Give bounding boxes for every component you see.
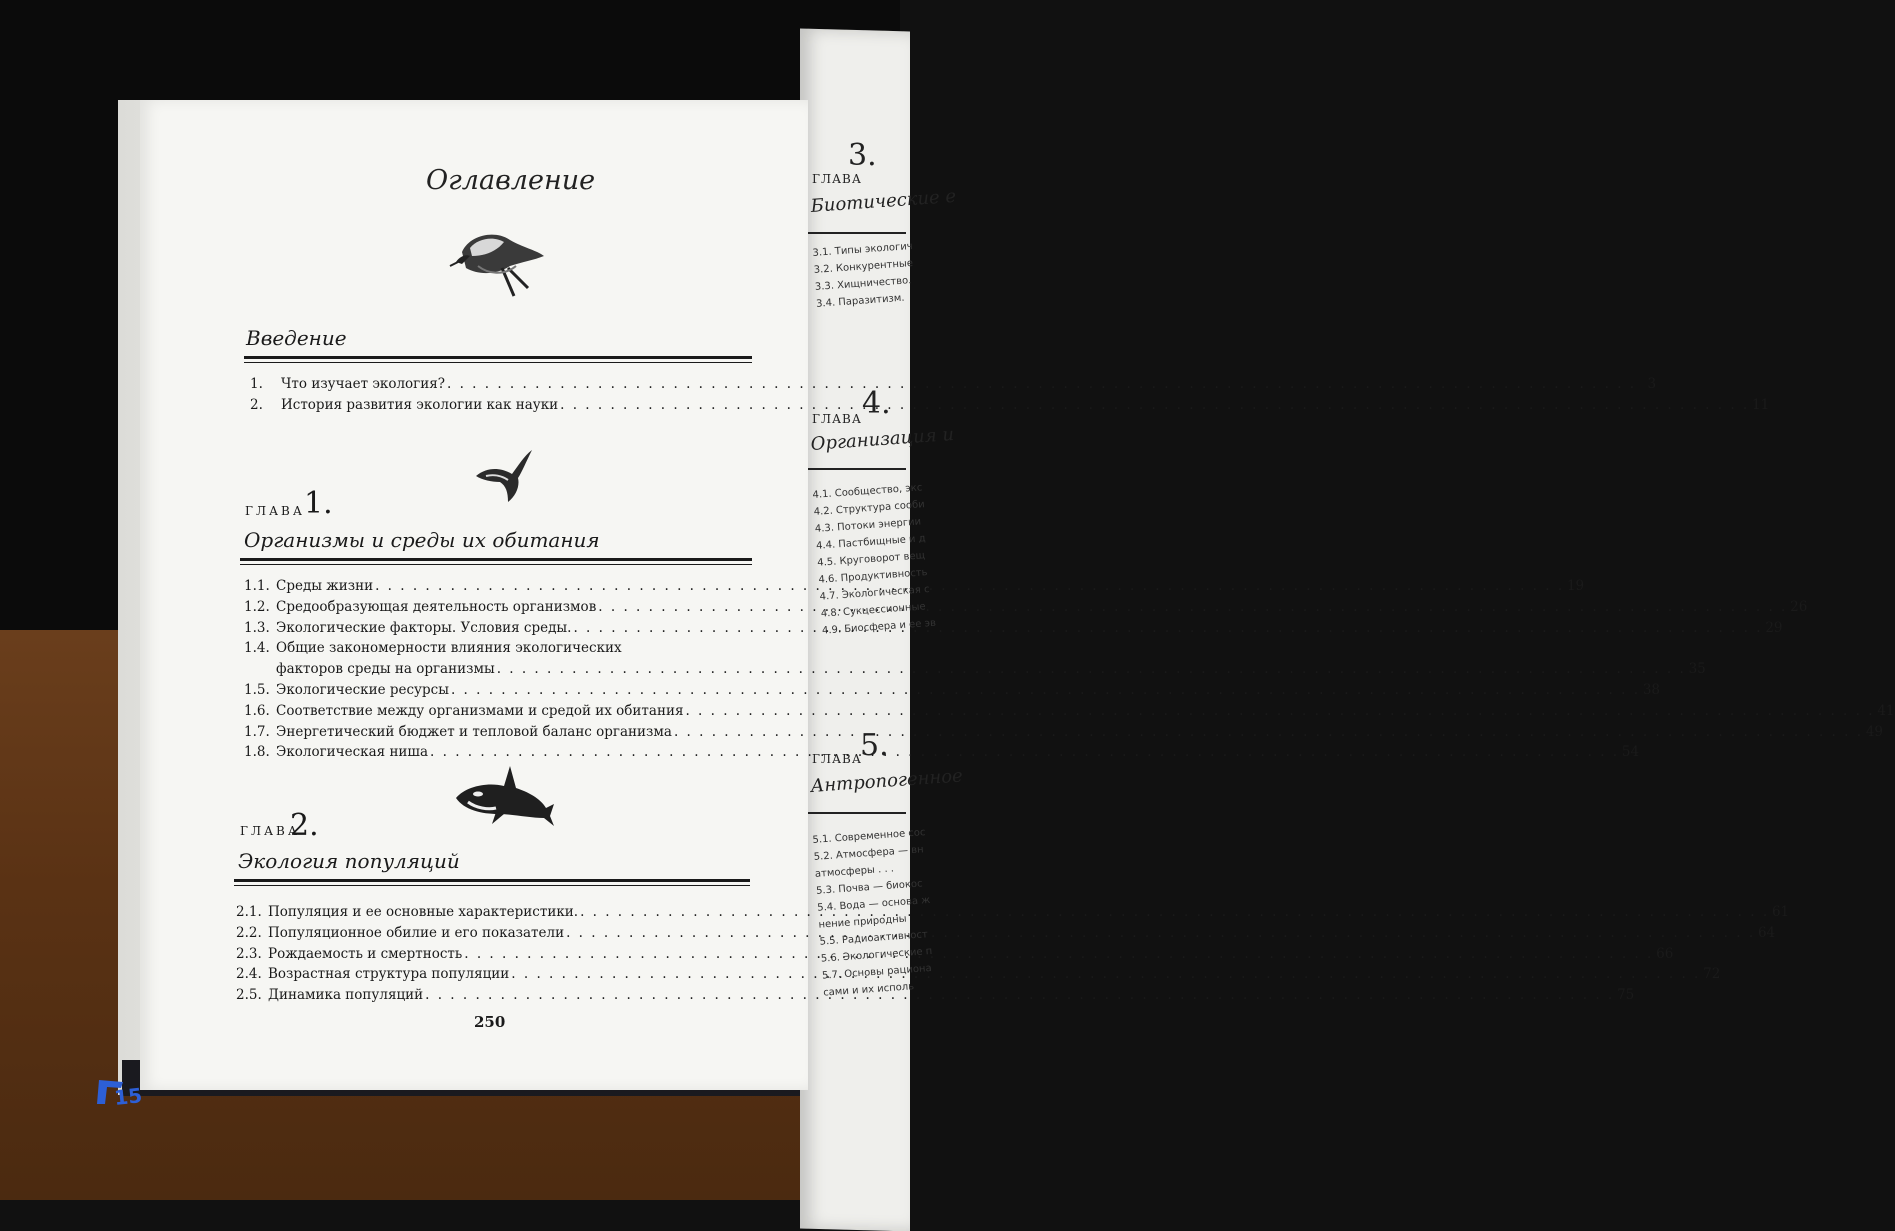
toc-item[interactable]: 2.4. Возрастная структура популяции . . . 72 [236, 966, 750, 987]
right-chapter-4-number: 4. [862, 386, 891, 421]
toc-item[interactable]: факторов среды на организмы . . . 35 [244, 661, 750, 682]
right-chapter-5-number: 5. [860, 728, 889, 763]
page-title: Оглавление [426, 165, 596, 196]
right-chapter-5-title: Антропогенное [810, 765, 964, 797]
swallow-illustration [472, 446, 534, 504]
toc-item[interactable]: 1.6. Соответствие между организмами и средой их обитания . . . 41 [244, 703, 750, 724]
right-rule-5 [806, 812, 906, 814]
toc-item[interactable]: 2. История развития экологии как науки . . . 11 [250, 397, 750, 418]
toc-item[interactable]: 2.5. Динамика популяций . . . 75 [236, 987, 750, 1008]
chapter1-rule [240, 558, 752, 561]
right-rule-4 [806, 468, 906, 470]
toc-item[interactable]: 1.2. Средообразующая деятельность организмов . . . 26 [244, 599, 750, 620]
toc-item[interactable]: 1.7. Энергетический бюджет и тепловой баланс организма . . . 49 [244, 724, 750, 745]
intro-toc [250, 376, 1770, 418]
toc-item[interactable]: 2.2. Популяционное обилие и его показатели . . . 64 [236, 925, 750, 946]
right-rule-3 [806, 232, 906, 234]
orca-illustration [452, 764, 554, 828]
toc-item[interactable]: 2.1. Популяция и ее основные характеристики. . . . 61 [236, 904, 750, 925]
toc-item[interactable]: 1.4. Общие закономерности влияния экологических [244, 640, 622, 657]
intro-rule [244, 356, 752, 359]
chapter2-glava: ГЛАВА [240, 824, 300, 838]
toc-item[interactable]: 2.3. Рождаемость и смертность . . . 66 [236, 946, 750, 967]
chapter2-rule [234, 879, 750, 882]
chapter1-number: 1. [304, 486, 333, 521]
chapter2-number: 2. [290, 808, 319, 843]
right-glava-3: ГЛАВА [812, 172, 862, 186]
toc-item[interactable]: 1. Что изучает экология? . . . 3 [250, 376, 750, 397]
right-chapter-3-number: 3. [848, 138, 877, 173]
bird-illustration [448, 222, 548, 304]
blue-sticker [93, 1078, 171, 1108]
toc-item[interactable]: 1.1. Среды жизни . . . 19 [244, 578, 750, 599]
chapter2-title: Экология популяций [238, 849, 460, 873]
toc-item[interactable]: 1.3. Экологические факторы. Условия среды. . . . 29 [244, 620, 750, 641]
intro-title: Введение [246, 326, 347, 350]
right-glava-4: ГЛАВА [812, 412, 862, 426]
intro-rule-thin [244, 362, 752, 363]
right-chapter-4-title: Организация и [810, 423, 955, 455]
right-glava-5: ГЛАВА [812, 752, 862, 766]
chapter1-rule-thin [240, 564, 752, 565]
sticker-text: 15 [113, 1083, 144, 1110]
toc-item[interactable]: 1.5. Экологические ресурсы . . . 38 [244, 682, 750, 703]
right-chapter-5-items: 5.1. Современное сос 5.2. Атмосфера — вн атмосферы . . . 5.3. Почва — биокос 5.4. Вода — основа ж нение природны 5.5. Радиоактивност 5.6. Экологические п 5.7. Основы рациона сами и их исполь [812, 827, 933, 999]
right-chapter-3-title: Биотические е [810, 185, 957, 217]
right-chapter-4-items: 4.1. Сообщество, экс 4.2. Структура сооби 4.3. Потоки энергии 4.4. Пастбищные и д 4.5. Круговорот вещ 4.6. Продуктивность 4.7. Экологическая с 4.8. Сукцессионные 4.9. Биосфера и ее эв [812, 482, 937, 637]
chapter2-rule-thin [234, 885, 750, 886]
chapter1-title: Организмы и среды их обитания [244, 528, 600, 552]
toc-item[interactable]: 1.8. Экологическая ниша . . . 54 [244, 744, 750, 765]
chapter1-glava: ГЛАВА [245, 504, 305, 518]
page-number: 250 [474, 1013, 506, 1031]
right-chapter-3-items: 3.1. Типы экологич 3.2. Конкурентные 3.3. Хищничество. 3.4. Паразитизм. [812, 240, 914, 310]
